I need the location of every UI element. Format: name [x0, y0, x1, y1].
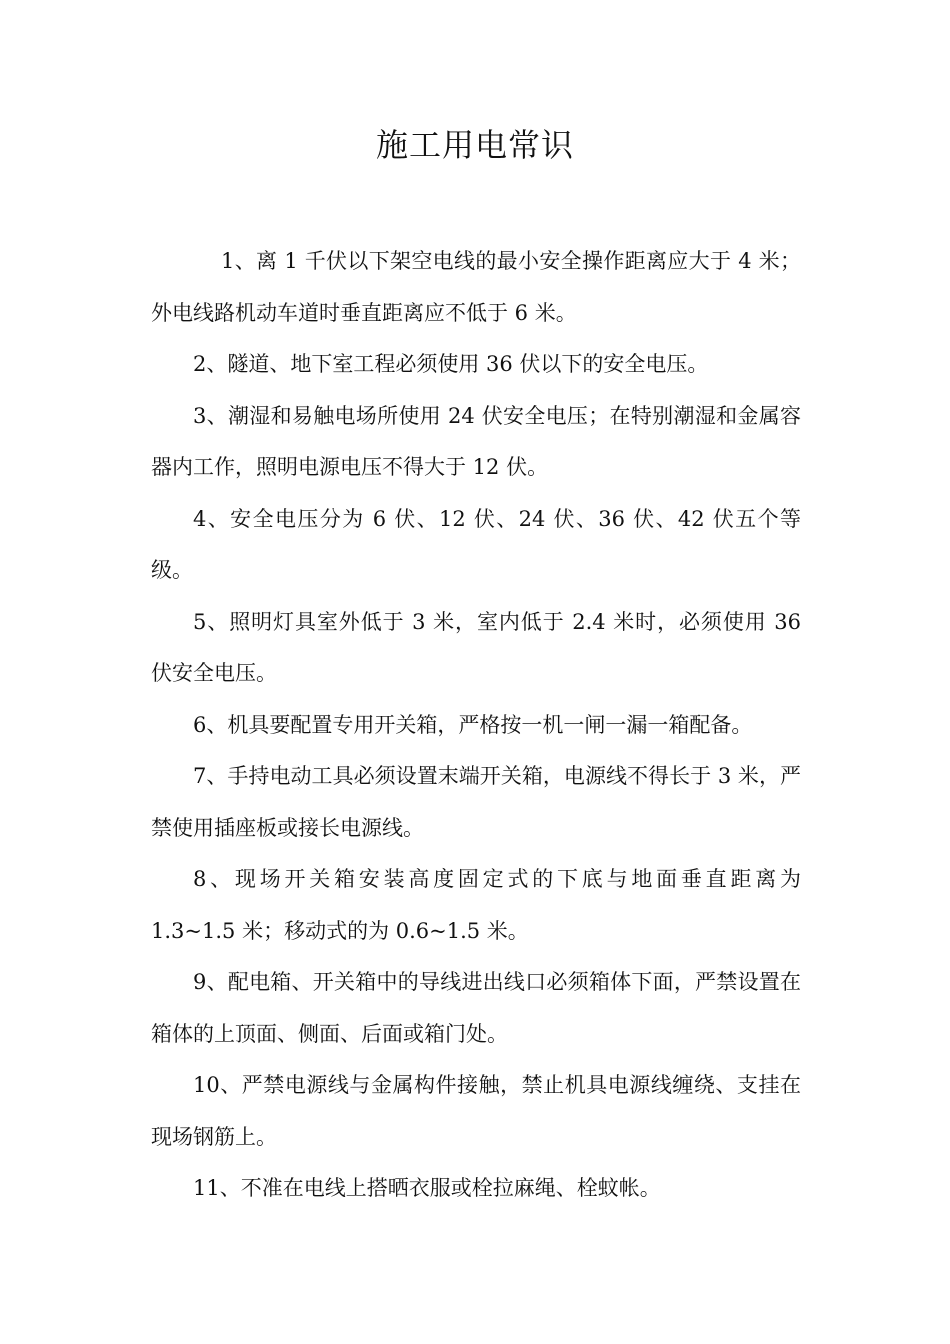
paragraph-9: 9、配电箱、开关箱中的导线进出线口必须箱体下面，严禁设置在箱体的上顶面、侧面、后面或箱门处。	[151, 970, 801, 1046]
document-body	[151, 236, 801, 1215]
paragraph-11: 11、不准在电线上搭晒衣服或栓拉麻绳、栓蚊帐。	[193, 1176, 661, 1200]
paragraph-8: 8、现场开关箱安装高度固定式的下底与地面垂直距离为 1.3~1.5 米；移动式的为 0.6~1.5 米。	[151, 867, 801, 943]
document-title: 施工用电常识	[375, 126, 574, 164]
paragraph-3: 3、潮湿和易触电场所使用 24 伏安全电压；在特别潮湿和金属容器内工作，照明电源电压不得大于 12 伏。	[151, 403, 801, 479]
paragraph-10: 10、严禁电源线与金属构件接触，禁止机具电源线缠绕、支挂在现场钢筋上。	[151, 1073, 801, 1149]
paragraph-1: 1、离 1 千伏以下架空电线的最小安全操作距离应大于 4 米；外电线路机动车道时垂直距离应不低于 6 米。	[151, 249, 801, 325]
paragraph-7: 7、手持电动工具必须设置末端开关箱，电源线不得长于 3 米，严禁使用插座板或接长电源线。	[151, 764, 801, 840]
paragraph-4: 4、安全电压分为 6 伏、12 伏、24 伏、36 伏、42 伏五个等级。	[151, 506, 801, 582]
paragraph-6: 6、机具要配置专用开关箱，严格按一机一闸一漏一箱配备。	[193, 712, 753, 737]
paragraph-5: 5、照明灯具室外低于 3 米，室内低于 2.4 米时，必须使用 36 伏安全电压。	[151, 609, 801, 685]
paragraph-2: 2、隧道、地下室工程必须使用 36 伏以下的安全电压。	[193, 352, 709, 376]
